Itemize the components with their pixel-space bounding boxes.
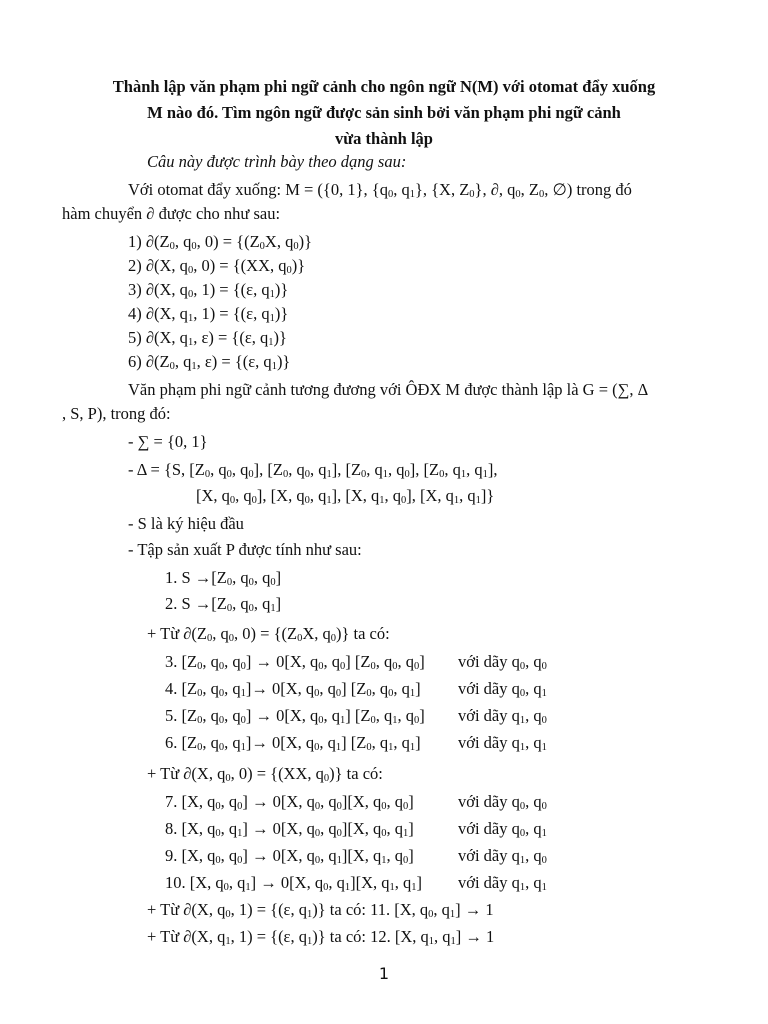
sequence-note: với dãy $q_0$, $q_0$	[458, 792, 547, 812]
sequence-note: với dãy $q_1$, $q_1$	[458, 873, 547, 893]
transition-rule: 1) $\partial(Z_0$, $q_0$, $0) = \{(Z_0X$, $q_0$)}	[128, 232, 312, 252]
transition-rule: 4) ∂(X, $q_1$, 1) = {(ε, $q_1$)}	[128, 304, 289, 324]
grammar-definition: Văn phạm phi ngữ cảnh tương đương với ÔĐX M được thành lập là G = (∑, Δ	[128, 380, 649, 399]
production-rule: 3. [$Z_0$, $q_0$, $q_0] \to 0[X$, $q_0$, $q_0$] [$Z_0$, $q_0$, $q_0$]	[165, 652, 425, 672]
automaton-definition: Với otomat đẩy xuống: M = ({0, 1}, {$q_0$, $q_1$}, {X, $Z_0$}, ∂, $q_0$, $Z_0$, ∅) trong đó	[128, 180, 632, 200]
production-rule: 7. [X, $q_0$, $q_0] \to 0[X$, $q_0$, $q_0][X$, $q_0$, $q_0$]	[165, 792, 414, 812]
transition-rule: 3) ∂(X, $q_0$, 1) = {(ε, $q_1$)}	[128, 280, 289, 300]
grammar-definition-cont: , S, P), trong đó:	[62, 404, 171, 423]
productions-intro: - Tập sản xuất P được tính như sau:	[128, 540, 362, 559]
document-title	[60, 74, 708, 152]
transition-intro: hàm chuyển ∂ được cho như sau:	[62, 204, 281, 223]
production-rule: 10. [X, $q_0$, $q_1] \to 0[X$, $q_0$, $q_1][X$, $q_1$, $q_1$]	[165, 873, 422, 893]
production-rule: 8. [X, $q_0$, $q_1] \to 0[X$, $q_0$, $q_0][X$, $q_0$, $q_1$]	[165, 819, 414, 839]
production-rule: 5. [$Z_0$, $q_0$, $q_0] \to 0[X$, $q_0$, $q_1$] [$Z_0$, $q_1$, $q_0$]	[165, 706, 425, 726]
intro-text: Câu này được trình bày theo dạng sau:	[147, 152, 407, 171]
title-line: Thành lập văn phạm phi ngữ cảnh cho ngôn ngữ N(M) với otomat đẩy xuống	[112, 77, 656, 96]
sequence-note: với dãy $q_0$, $q_1$	[458, 679, 547, 699]
title-line: vừa thành lập	[335, 129, 433, 148]
sequence-note: với dãy $q_1$, $q_0$	[458, 706, 547, 726]
transition-rule: 6) $\partial(Z_0$, $q_1$, ε) = {(ε, $q_1$)}	[128, 352, 291, 372]
sequence-note: với dãy $q_1$, $q_0$	[458, 846, 547, 866]
production-rule: 6. [$Z_0$, $q_0$, $q_1]\to 0[X$, $q_0$, $q_1$] [$Z_0$, $q_1$, $q_1$]	[165, 733, 421, 753]
from-transition-3: + Từ ∂(X, $q_0$, 1) = {(ε, $q_1$)} ta có: 11. [X, $q_0$, $q_1] \to 1$	[147, 900, 494, 920]
sequence-note: với dãy $q_1$, $q_1$	[458, 733, 547, 753]
delta-line: - Δ = {S, [$Z_0$, $q_0$, $q_0$], [$Z_0$, $q_0$, $q_1$], [$Z_0$, $q_1$, $q_0$], [$Z_0$, $q_1$, $q_1$],	[128, 460, 498, 480]
from-transition-2: + Từ ∂(X, $q_0$, 0) = {(XX, $q_0$)} ta có:	[147, 764, 383, 784]
sigma-line: - ∑ = {0, 1}	[128, 432, 208, 451]
production-rule: 2. $S \to[Z_0$, $q_0$, $q_1$]	[165, 594, 282, 614]
transition-rule: 5) ∂(X, $q_1$, ε) = {(ε, $q_1$)}	[128, 328, 287, 348]
from-transition-4: + Từ ∂(X, $q_1$, 1) = {(ε, $q_1$)} ta có: 12. [X, $q_1$, $q_1] \to 1$	[147, 927, 495, 947]
transition-rule: 2) ∂(X, $q_0$, 0) = {(XX, $q_0$)}	[128, 256, 306, 276]
production-rule: 1. $S \to[Z_0$, $q_0$, $q_0$]	[165, 568, 282, 588]
title-line: M nào đó. Tìm ngôn ngữ được sản sinh bởi văn phạm phi ngữ cảnh	[147, 103, 621, 122]
production-rule: 9. [X, $q_0$, $q_0] \to 0[X$, $q_0$, $q_1][X$, $q_1$, $q_0$]	[165, 846, 414, 866]
sequence-note: với dãy $q_0$, $q_0$	[458, 652, 547, 672]
page-number: 1	[378, 964, 390, 983]
sequence-note: với dãy $q_0$, $q_1$	[458, 819, 547, 839]
delta-line-cont: [X, $q_0$, $q_0$], [X, $q_0$, $q_1$], [X, $q_1$, $q_0$], [X, $q_1$, $q_1$]}	[196, 486, 495, 506]
production-rule: 4. [$Z_0$, $q_0$, $q_1]\to 0[X$, $q_0$, $q_0$] [$Z_0$, $q_0$, $q_1$]	[165, 679, 421, 699]
from-transition-1: + Từ $\partial(Z_0$, $q_0$, $0) = \{(Z_0X$, $q_0$)} ta có:	[147, 624, 390, 644]
start-symbol-line: - S là ký hiệu đầu	[128, 514, 244, 533]
